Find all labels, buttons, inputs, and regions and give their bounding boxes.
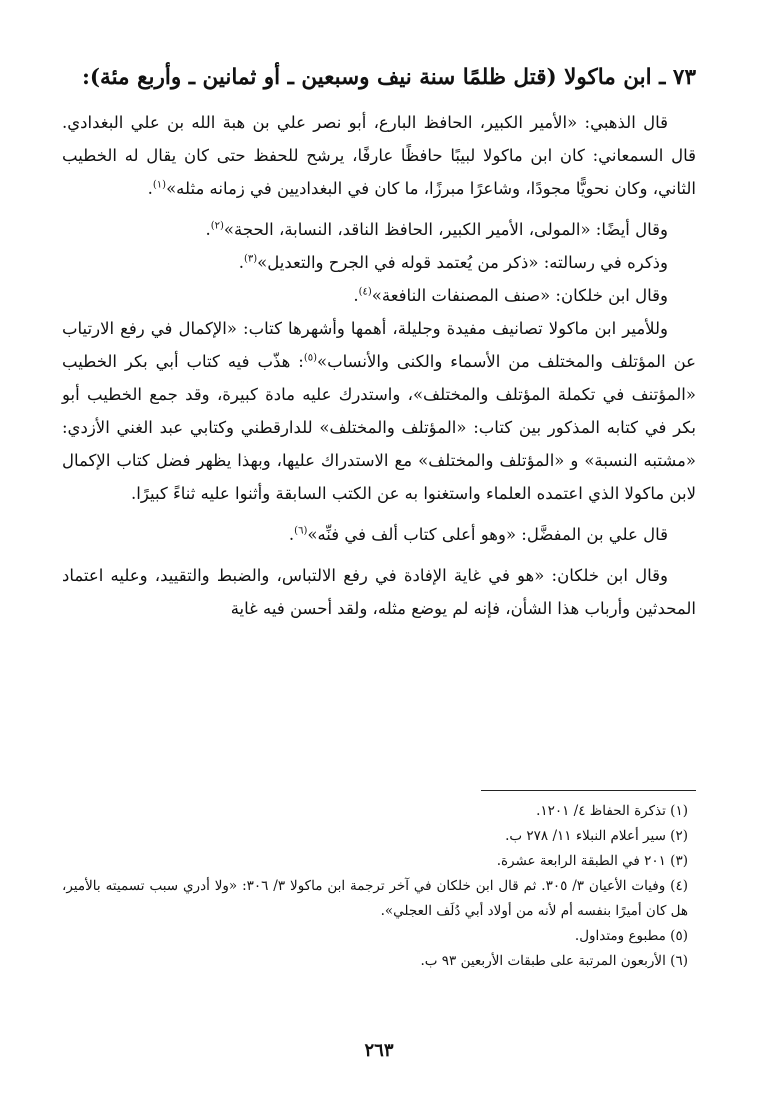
paragraph-text: وللأمير ابن ماكولا تصانيف مفيدة وجليلة، أهمها وأشهرها كتاب: «الإكمال في رفع الارتياب عن المؤتلف والمختلف من الأسماء والكنى والأنساب» (62, 319, 696, 371)
footnote-ref-1[interactable]: (١) (152, 179, 167, 191)
paragraph-text: قال علي بن المفضَّل: «وهو أعلى كتاب ألف في فنِّه» (307, 525, 668, 544)
footnote-ref-5[interactable]: (٥) (303, 352, 318, 364)
paragraph-mufaddal: قال علي بن المفضَّل: «وهو أعلى كتاب ألف في فنِّه»$^{(٦)}$. (288, 525, 668, 544)
footnote-5: (٥) مطبوع ومتداول. (574, 928, 688, 944)
paragraph-text: وذكره في رسالته: «ذكر من يُعتمد قوله في الجرح والتعديل» (257, 253, 668, 272)
entry-heading: ٧٣ ـ ابن ماكولا (قتل ظلمًا سنة نيف وسبعين ـ أو ثمانين ـ وأربع مئة): (81, 65, 696, 90)
footnote-divider (481, 790, 696, 791)
footnote-2: (٢) سير أعلام النبلاء ١١/ ٢٧٨ ب. (505, 828, 688, 844)
paragraph-khallikan: وقال ابن خلكان: «صنف المصنفات النافعة»$^{(٤)}$. (353, 286, 668, 305)
paragraph-dhahabi-also: وقال أيضًا: «المولى، الأمير الكبير، الحافظ الناقد، النسابة، الحجة»$^{(٢)}$. (205, 220, 668, 239)
footnote-ref-6[interactable]: (٦) (294, 525, 308, 537)
footnotes (62, 790, 696, 974)
page-body (62, 58, 696, 633)
paragraph-text: وقال أيضًا: «المولى، الأمير الكبير، الحافظ الناقد، النسابة، الحجة» (223, 220, 668, 239)
footnote-3: (٣) ٢٠١ في الطبقة الرابعة عشرة. (496, 853, 688, 869)
footnote-4: (٤) وفيات الأعيان ٣/ ٣٠٥. ثم قال ابن خلكان في آخر ترجمة ابن ماكولا ٣/ ٣٠٦: «ولا أدري سبب تسميته بالأمير، هل كان أميرًا بنفسه أم لأنه من أولاد أبي دُلَف العجلي». (62, 878, 688, 919)
footnote-1: (١) تذكرة الحفاظ ٤/ ١٢٠١. (536, 803, 688, 819)
paragraph-khallikan-ikmal (62, 559, 696, 625)
paragraph-text: قال الذهبي: «الأمير الكبير، الحافظ البارع، أبو نصر علي بن هبة الله بن علي البغدادي. قال السمعاني: كان ابن ماكولا لبيبًا حافظًا عارفًا، يرشح للحفظ حتى كان يقال له الخطيب الثاني، وكان نحويًّا مجودًا، وشاعرًا مبرزًا، ما كان في البغداديين في زمانه مثله» (62, 113, 696, 198)
footnote-6: (٦) الأربعون المرتبة على طبقات الأربعين ٩٣ ب. (420, 953, 688, 969)
footnote-ref-4[interactable]: (٤) (358, 286, 372, 298)
paragraph-dhahabi: قال الذهبي: «الأمير الكبير، الحافظ البارع، أبو نصر علي بن هبة الله بن علي البغدادي. قال السمعاني: كان ابن ماكولا لبيبًا حافظًا عارفًا، يرشح للحفظ حتى كان يقال له الخطيب الثاني، وكان نحويًّا مجودًا، وشاعرًا مبرزًا، ما كان في البغداديين في زمانه مثله»$^{(١)}$. (62, 113, 696, 198)
page-number: ٢٦٣ (364, 1040, 394, 1061)
footnote-ref-2[interactable]: (٢) (210, 220, 224, 232)
paragraph-text: وقال ابن خلكان: «هو في غاية الإفادة في رفع الالتباس، والضبط والتقييد، وعليه اعتماد المحدثين وأرباب هذا الشأن، فإنه لم يوضع مثله، ولقد أحسن فيه غاية (62, 566, 696, 618)
footnote-ref-3[interactable]: (٣) (243, 253, 258, 265)
paragraph-text: وقال ابن خلكان: «صنف المصنفات النافعة» (371, 286, 668, 305)
paragraph-ikmal: وللأمير ابن ماكولا تصانيف مفيدة وجليلة، أهمها وأشهرها كتاب: «الإكمال في رفع الارتياب عن المؤتلف والمختلف من الأسماء والكنى والأنساب»$^{(٥)}$: هذّب فيه كتاب أبي بكر الخطيب «المؤتنف في تكملة المؤتلف والمختلف»، واستدرك عليه مادة كبيرة، وقد جمع الخطيب أبو بكر في كتابه المذكور بين كتاب: «المؤتلف والمختلف» للدارقطني وكتابي عبد الغني الأزدي: «مشتبه النسبة» و «المؤتلف والمختلف» مع الاستدراك عليها، وبهذا يظهر فضل كتاب الإكمال لابن ماكولا الذي اعتمده العلماء واستغنوا به عن الكتب السابقة وأثنوا عليه ثناءً كبيرًا. (62, 319, 696, 503)
paragraph-risala: وذكره في رسالته: «ذكر من يُعتمد قوله في الجرح والتعديل»$^{(٣)}$. (238, 253, 668, 272)
